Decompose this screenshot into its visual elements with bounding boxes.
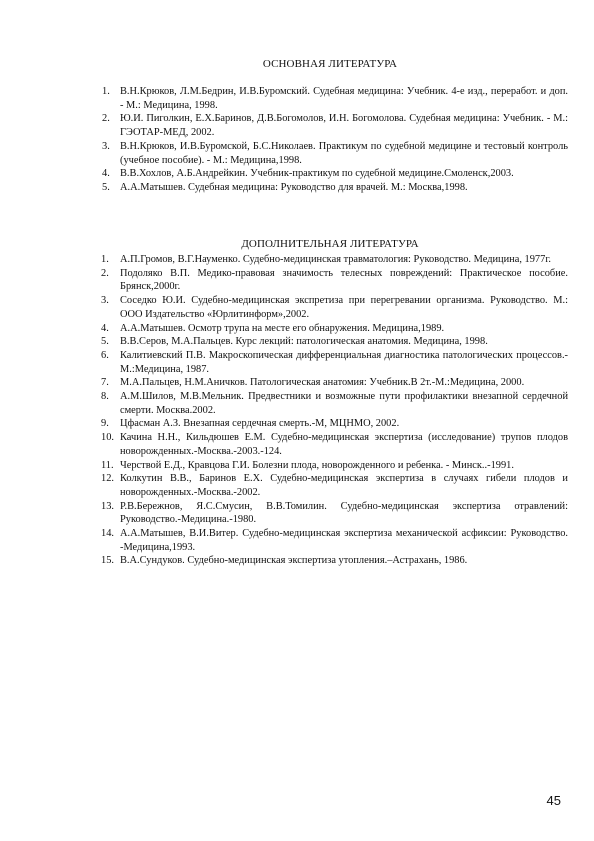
list-item — [102, 417, 568, 431]
list-item — [102, 527, 568, 554]
item-number: 3. — [102, 140, 110, 152]
item-number: 2. — [102, 113, 110, 125]
list-item — [102, 112, 568, 139]
list-item — [102, 349, 568, 376]
item-number: 4. — [101, 322, 109, 334]
list-item — [102, 253, 568, 267]
list-item — [102, 181, 568, 195]
item-number: 14. — [101, 528, 114, 540]
item-text: В.А.Сундуков. Судебно-медицинская экспертиза утопления.–Астрахань, 1986. — [120, 555, 468, 567]
item-number: 1. — [101, 254, 109, 265]
item-text: Подоляко В.П. Медико-правовая значимость телесных повреждений: Практическое пособие. Брянск,2000г. — [120, 267, 568, 293]
main-literature-heading: ОСНОВНАЯ ЛИТЕРАТУРА — [262, 58, 398, 70]
item-text: Соседко Ю.И. Судебно-медицинская экспретиза при перегревании организма. Руководство. М.: ООО Издательство «Юрлитинформ»,2002. — [120, 295, 568, 320]
list-item — [102, 140, 568, 167]
list-item — [102, 335, 568, 349]
item-text: В.В.Серов, М.А.Пальцев. Курс лекций: патологическая анатомия. Медицина, 1998. — [120, 336, 488, 348]
item-text: А.М.Шилов, М.В.Мельник. Предвестники и возможные пути профилактики внезапной сердечной смерти. Москва.2002. — [120, 391, 568, 416]
item-number: 9. — [101, 418, 109, 430]
item-text: Цфасман А.З. Внезапная сердечная смерть.-М, МЦНМО, 2002. — [120, 418, 400, 430]
list-item — [102, 390, 568, 417]
list-item — [102, 167, 568, 181]
list-item — [102, 322, 568, 336]
list-item — [102, 431, 568, 458]
list-item — [102, 294, 568, 321]
page-number: 45 — [546, 793, 561, 808]
additional-literature-heading: ДОПОЛНИТЕЛЬНАЯ ЛИТЕРАТУРА — [241, 238, 419, 250]
list-item — [102, 267, 568, 294]
list-item — [102, 554, 568, 568]
item-number: 5. — [102, 181, 110, 193]
item-number: 7. — [101, 377, 109, 389]
item-text: Черствой Е.Д., Кравцова Г.И. Болезни плода, новорожденного и ребенка. - Минск..-1991. — [120, 459, 514, 471]
item-number: 15. — [101, 555, 114, 567]
item-number: 2. — [101, 267, 109, 279]
item-number: 13. — [101, 500, 114, 512]
item-number: 11. — [101, 459, 114, 471]
list-item — [102, 472, 568, 499]
item-text: Калитиевский П.В. Макроскопическая дифференциальная диагностика патологических процессов.- М.:Медицина, 1987. — [120, 349, 568, 375]
item-number: 6. — [101, 349, 109, 361]
item-number: 12. — [101, 473, 114, 485]
item-text: А.А.Матышев. Осмотр трупа на месте его обнаружения. Медицина,1989. — [120, 322, 445, 334]
item-number: 1. — [102, 86, 110, 97]
item-number: 3. — [101, 295, 109, 307]
item-text: В.Н.Крюков, И.В.Буромской, Б.С.Николаев. Практикум по судебной медицине и тестовый контроль (учебное пособие). - М.: Медицина,1998. — [120, 140, 568, 166]
item-text: Ю.И. Пиголкин, Е.Х.Баринов, Д.В.Богомолов, И.Н. Богомолова. Судебная медицина: Учебник. - М.: ГЭОТАР-МЕД, 2002. — [120, 113, 568, 139]
item-text: В.В.Хохлов, А.Б.Андрейкин. Учебник-практикум по судебной медицине.Смоленск,2003. — [120, 168, 514, 180]
main-literature-list — [102, 85, 568, 195]
list-item — [102, 376, 568, 390]
item-number: 4. — [102, 168, 110, 180]
item-text: А.П.Громов, В.Г.Науменко. Судебно-медицинская травматология: Руководство. Медицина, 1977г. — [120, 254, 552, 265]
list-item — [102, 500, 568, 527]
item-text: Колкутин В.В., Баринов Е.Х. Судебно-медицинская экспертиза в случаях гибели плодов и новорожденных.-Москва.-2002. — [120, 473, 568, 498]
item-text: А.А.Матышев. Судебная медицина: Руководство для врачей. М.: Москва,1998. — [120, 181, 468, 193]
item-number: 5. — [101, 336, 109, 348]
item-text: М.А.Пальцев, Н.М.Аничков. Патологическая анатомия: Учебник.В 2т.-М.:Медицина, 2000. — [120, 377, 525, 389]
list-item — [102, 459, 568, 473]
item-number: 8. — [101, 391, 109, 403]
list-item — [102, 85, 568, 112]
item-number: 10. — [101, 432, 114, 444]
item-text: А.А.Матышев, В.И.Витер. Судебно-медицинская экспертиза механической асфиксии: Руководство. -Медицина,1993. — [120, 528, 568, 553]
additional-literature-list — [102, 253, 568, 568]
item-text: Р.В.Бережнов, Я.С.Смусин, В.В.Томилин. Судебно-медицинская экспертиза отравлений: Руководство.-Медицина.-1980. — [120, 500, 568, 526]
item-text: В.Н.Крюков, Л.М.Бедрин, И.В.Буромский. Судебная медицина: Учебник. 4-е изд., переработ. и доп. - М.: Медицина, 1998. — [120, 86, 568, 111]
item-text: Качина Н.Н., Кильдюшев Е.М. Судебно-медицинская экспертиза (исследование) трупов плодов новорожденных.-Москва.-2003.-124. — [120, 432, 568, 457]
